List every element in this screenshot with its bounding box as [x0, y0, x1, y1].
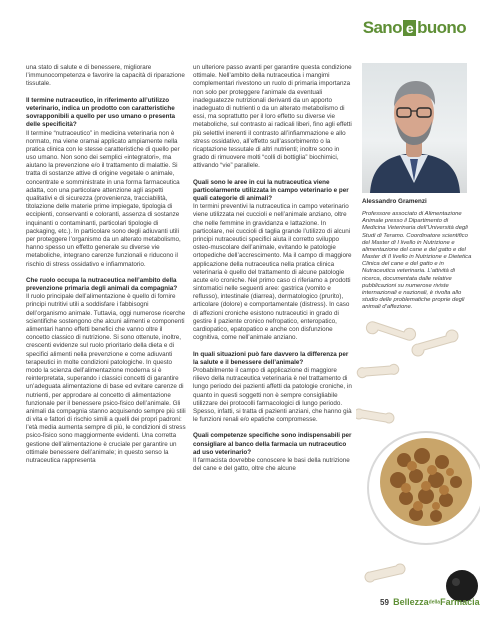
page-number: 59: [380, 598, 389, 607]
paragraph: In termini preventivi la nutraceutica in campo veterinario viene utilizzata nei cuccioli e nell’animale anziano, oltre che nelle femmine in gravidanza e lattazione. In particolare, nei cuccioli di taglia grande l’utilizzo di alcuni principi nutraceutici specifici aiuta il corretto sviluppo osteo-muscolare dell’animale, evitando le patologie ortopediche dell’accrescimento. Ma il campo di maggiore applicazione della nutraceutica nella pratica clinica veterinaria è quello del trattamento di alcune patologie acute e/o croniche. Nel primo caso ci riferiamo a prodotti sintomatici nelle seguenti aree: gastrica (vomito e reflusso), intestinale (diarrea), dermatologico (prurito), articolare (dolore) e comportamentale (distress). In caso di affezioni croniche esistono nutraceutici in grado di gestire il paziente cronico nefropatico, enteropatico, cardiopatico, epatopatico e anche con disfunzione cognitiva, come nell’animale anziano.: [193, 203, 352, 342]
magazine-title: [393, 597, 479, 607]
rubric-word-sano: Sano: [362, 18, 402, 37]
author-name: Alessandro Gramenzi: [362, 198, 427, 205]
author-bio: [362, 198, 472, 311]
magazine-title-part-3: Farmacia: [440, 597, 480, 607]
article-column-1: [26, 64, 186, 473]
interview-question: Il termine nutraceutico, in riferimento all’utilizzo veterinario, indica un prodotto con caratteristiche sovrapponibili a quello per uso umano o presenta delle specificità?: [26, 96, 176, 129]
paragraph: Il termine “nutraceutico” in medicina veterinaria non è normato, ma viene oramai applicato ampiamente nella pratica clinica con le stesse caratteristiche di quello per uso umano. Non sono dei semplici «integratori», ma aiutano la prevenzione e/o il trattamento di malattie. Si tratta di sostanze attive di origine vegetale o animale, concentrate e somministrate in una forma farmaceutica adatta, con una particolare attenzione agli aspetti qualitativi e di sicurezza (provenienza, tracciabilità, titolazione delle materie prime impiegate, tipologia di eccipienti, conservanti e coloranti, assenza di sostanze inquinanti o contaminanti, particolari tipologie di packaging, etc.). In particolare sono degli adiuvanti utili per proteggere l’organismo da un alterato metabolismo, hanno spesso un effetto generale su diverse vie metaboliche, integrano carenze funzionali e riducono il rischio di stress ossidativo e infiammatorio.: [26, 129, 181, 268]
pet-food-bowl-illustration: [356, 310, 480, 626]
section-rubric: [363, 18, 466, 38]
author-portrait: [362, 63, 467, 193]
interview-question: Quali sono le aree in cui la nutraceutica viene particolarmente utilizzata in campo veterinario e per quali categorie di animali?: [193, 178, 349, 202]
rubric-word-e: e: [403, 20, 416, 36]
paragraph: Probabilmente il campo di applicazione di maggiore rilievo della nutraceutica veterinaria è nel trattamento di lungo periodo dei pazienti affetti da patologie croniche, in quanto in questi soggetti non è sempre consigliabile utilizzare dei protocolli farmacologici di lungo periodo. Spesso, infatti, si tratta di pazienti anziani, che hanno già le funzioni renali e/o epatiche compromesse.: [193, 366, 352, 424]
page-footer: [380, 597, 480, 607]
article-column-2: [193, 64, 353, 482]
interview-question: In quali situazioni può fare davvero la differenza per la salute e il benessere dell’animale?: [193, 350, 349, 366]
kibble-and-bones-icon: [356, 310, 480, 626]
magazine-title-part-2: della: [428, 599, 441, 606]
author-description: Professore associato di Alimentazione Animale presso il Dipartimento di Medicina Veterinaria dell’Università degli Studi di Teramo. Coordinatore scientifico del Master di I livello in Nutrizione e alimentazione del cane e del gatto e del Master di II livello in Nutrizione e Dietetica Clinica del cane e del gatto e in Nutraceutica veterinaria. L’attività di ricerca, documentata dalle relative pubblicazioni su numerose riviste internazionali e nazionali, è rivolta allo studio delle problematiche proprie degli animali d’affezione.: [362, 211, 472, 311]
paragraph: Il farmacista dovrebbe conoscere le basi della nutrizione del cane e del gatto, oltre che alcune: [193, 457, 350, 473]
paragraph: un ulteriore passo avanti per garantire questa condizione ottimale. Nell’ambito della nutraceutica i mangimi complementari rivestono un ruolo di primaria importanza non solo per proteggere l’animale da eventuali inadeguatezze nutrizionali derivanti da un apporto inadeguato di nutrienti o da un alterato metabolismo di essi, ma soprattutto per il loro effetto su diverse vie metaboliche, sul contrasto ai radicali liberi, fino agli effetti più selettivi inerenti il contrasto all’infiammazione e allo stress ossidativo, all’effetto sull’assorbimento o la ricaptazione tessutale di altri nutrienti; inoltre sono in grado di rimuovere molti “colli di bottiglia” biochimici, attivando “vie” parallele.: [193, 64, 352, 170]
magazine-title-part-1: Bellezza: [393, 597, 429, 607]
rubric-word-buono: buono: [417, 18, 466, 37]
interview-question: Che ruolo occupa la nutraceutica nell’ambito della prevenzione primaria degli animali da compagnia?: [26, 276, 178, 293]
paragraph: una stato di salute e di benessere, migliorare l’immunocompetenza e favorire la capacità di riparazione tissutale.: [26, 64, 185, 88]
portrait-illustration: [362, 63, 467, 193]
interview-question: Quali competenze specifiche sono indispensabili per consigliare al banco della farmacia un nutraceutico ad uso veterinario?: [193, 432, 352, 456]
paragraph: Il ruolo principale dell’alimentazione è quello di fornire principi nutritivi utili a soddisfare i fabbisogni dell’organismo animale. Tuttavia, oggi numerose ricerche scientifiche sostengono che alcuni alimenti e componenti alimentari hanno effetti benefici che vanno oltre il concetto classico di nutrizione. Si sono ottenute, inoltre, crescenti evidenze sul ruolo prioritario della dieta e di specifici alimenti nella prevenzione e come adiuvanti terapeutici in molte condizioni patologiche. In questo modo la scienza dell’alimentazione moderna si è reinterpretata, superando i classici concetti di garantire un’adeguata alimentazione di base ed evitare carenze di nutrienti, per approdare al concetto di alimentazione funzionale per il benessere psico-fisico dell’animale. Gli animali da compagnia stanno acquisendo sempre più stili di vita e fattori di rischio simili a quelli dei propri padroni: l’età media aumenta sempre di più, le condizioni di stress psico-fisico sono maggiormente evidenti. Una corretta gestione dell’alimentazione è cruciale per garantire un ottimale benessere dell’animale; in questo senso la nutraceutica rappresenta: [26, 293, 186, 464]
